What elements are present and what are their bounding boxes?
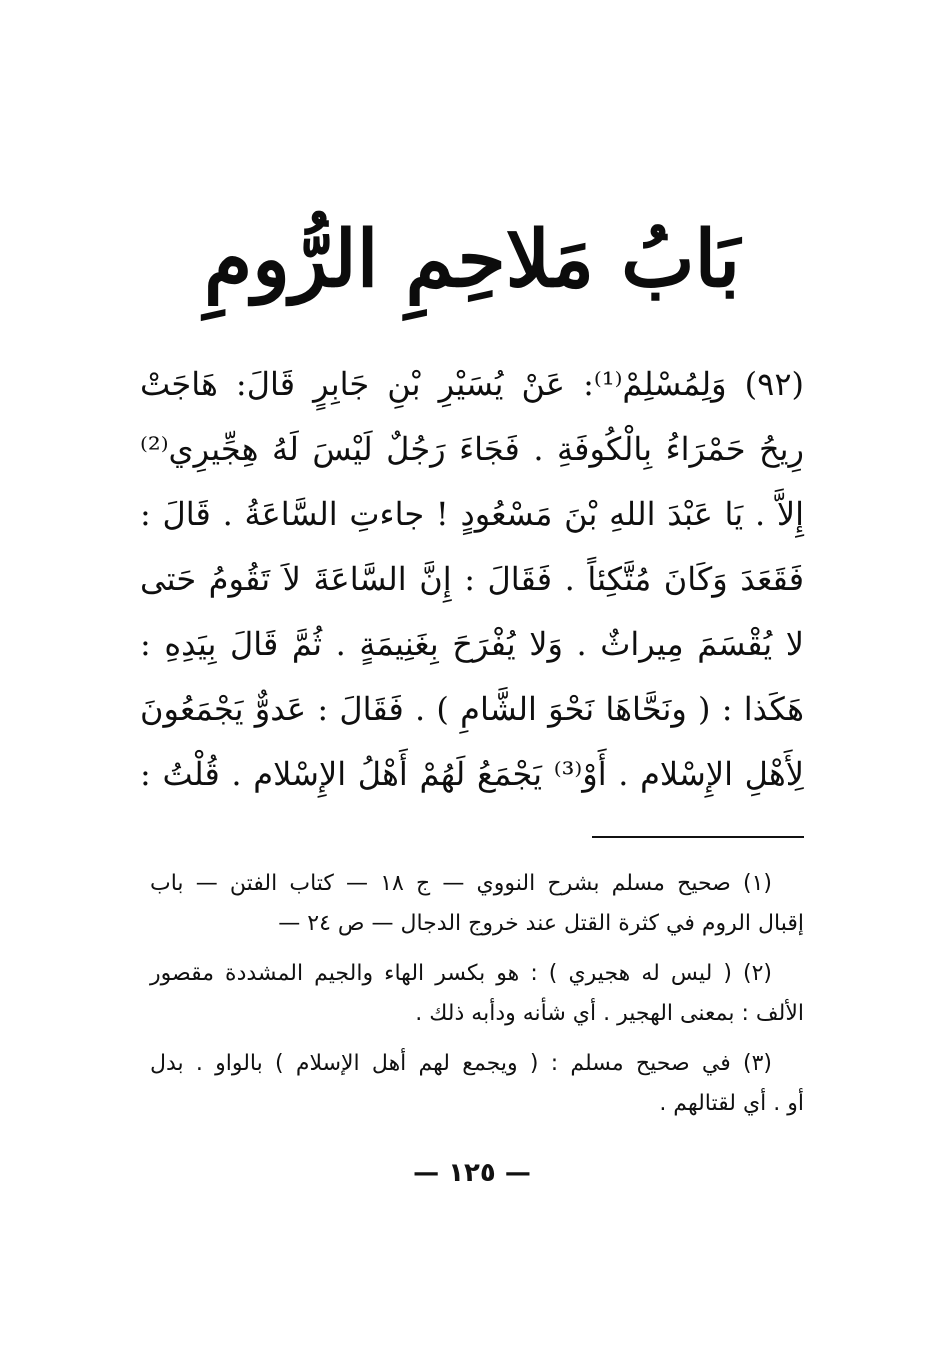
- footnote-line: (١) صحيح مسلم بشرح النووي — ج ١٨ — كتاب الفتن — باب: [150, 871, 773, 896]
- footnote-separator: [592, 836, 804, 838]
- text-line: (٩٢) وَلِمُسْلِمْ⁽¹⁾: عَنْ يُسَيْرِ بْنِ جَابِرٍ قَالَ: هَاجَتْ: [140, 365, 805, 403]
- footnotes: [150, 864, 804, 1134]
- hadith-text: [140, 352, 804, 807]
- footnote-3: [150, 1044, 804, 1124]
- footnote-line: (٣) في صحيح مسلم : ( ويجمع لهم أهل الإسلام ) بالواو . بدل: [150, 1051, 772, 1076]
- text-line: رِيحُ حَمْرَاءُ بِالْكُوفَةِ . فَجَاءَ رَجُلٌ لَيْسَ لَهُ هِجِّيرِي⁽²⁾: [140, 430, 804, 468]
- page-number: — ١٢٥ —: [413, 1158, 531, 1188]
- footnote-1: [150, 864, 804, 944]
- footnote-2: [150, 954, 804, 1034]
- text-line: هَكَذا : ( ونَحَّاهَا نَحْوَ الشَّامِ ) . فَقَالَ : عَدوٌّ يَجْمَعُونَ: [140, 690, 804, 728]
- chapter-title: بَابُ مَلاحِمِ الرُّومِ: [203, 214, 741, 305]
- footnote-line: الألف : بمعنى الهجير . أي شأنه ودأبه ذلك .: [415, 1001, 804, 1026]
- footnote-line: إقبال الروم في كثرة القتل عند خروج الدجال — ص ٢٤ —: [278, 911, 804, 936]
- text-line: لِأَهْلِ الإِسْلام . أَوْ⁽³⁾ يَجْمَعُ لَهُمْ أَهْلُ الإِسْلام . قُلْتُ :: [140, 755, 805, 793]
- text-line: فَقَعَدَ وَكَانَ مُتَّكِئاً . فَقَالَ : إِنَّ السَّاعَةَ لاَ تَقُومُ حَتى: [140, 560, 804, 598]
- text-line: إِلاَّ . يَا عَبْدَ اللهِ بْنَ مَسْعُودٍ ! جاءتِ السَّاعَةُ . قَالَ :: [140, 495, 804, 533]
- footnote-line: (٢) ( ليس له هجيري ) : هو بكسر الهاء والجيم المشددة مقصور: [150, 961, 772, 986]
- footnote-line: أو . أي لقتالهم .: [659, 1091, 804, 1116]
- text-line: لا يُقْسَمَ مِيراثٌ . وَلا يُفْرَحَ بِغَنِيمَةٍ . ثُمَّ قَالَ بِيَدِهِ :: [140, 625, 804, 663]
